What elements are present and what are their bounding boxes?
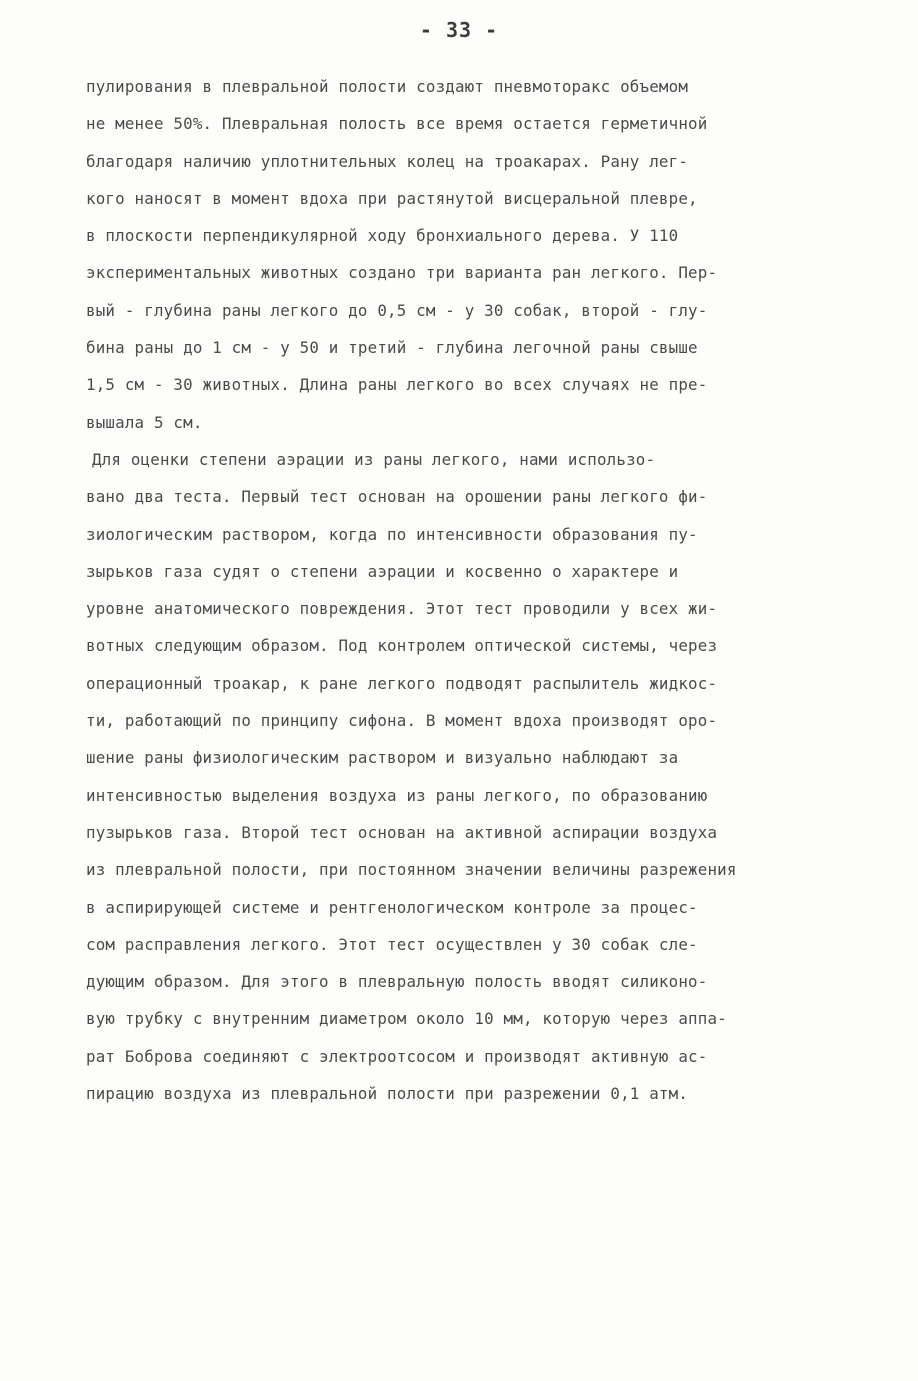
text-line: в аспирирующей системе и рентгенологическом контроле за процес- bbox=[86, 897, 698, 917]
text-line: шение раны физиологическим раствором и визуально наблюдают за bbox=[86, 748, 679, 768]
text-line: 1,5 см - 30 животных. Длина раны легкого во всех случаях не пре- bbox=[86, 375, 708, 395]
text-line: из плевральной полости, при постоянном значении величины разрежения bbox=[86, 860, 737, 880]
text-line: зиологическим раствором, когда по интенсивности образования пу- bbox=[86, 524, 698, 544]
paragraph-first-line: Для оценки степени аэрации из раны легкого, нами использо- bbox=[92, 449, 656, 469]
text-line: рат Боброва соединяют с электроотсосом и производят активную ас- bbox=[86, 1046, 708, 1066]
text-line: операционный троакар, к ране легкого подводят распылитель жидкос- bbox=[86, 673, 718, 693]
text-line: вышала 5 см. bbox=[86, 412, 203, 432]
page-number: - 33 - bbox=[419, 18, 499, 42]
text-line: дующим образом. Для этого в плевральную полость вводят силиконо- bbox=[86, 972, 708, 992]
text-line: вано два теста. Первый тест основан на орошении раны легкого фи- bbox=[86, 487, 708, 507]
text-line: пузырьков газа. Второй тест основан на активной аспирации воздуха bbox=[86, 822, 718, 842]
text-line: интенсивностью выделения воздуха из раны легкого, по образованию bbox=[86, 785, 708, 805]
text-line: экспериментальных животных создано три варианта ран легкого. Пер- bbox=[86, 263, 718, 283]
text-line: в плоскости перпендикулярной ходу бронхиального дерева. У 110 bbox=[86, 226, 679, 246]
text-line: сом расправления легкого. Этот тест осуществлен у 30 собак сле- bbox=[86, 934, 698, 954]
text-line: вый - глубина раны легкого до 0,5 см - у 30 собак, второй - глу- bbox=[86, 300, 708, 320]
text-line: зырьков газа судят о степени аэрации и косвенно о характере и bbox=[86, 561, 679, 581]
text-line: вую трубку с внутренним диаметром около 10 мм, которую через аппа- bbox=[86, 1009, 727, 1029]
text-line: уровне анатомического повреждения. Этот тест проводили у всех жи- bbox=[86, 599, 718, 619]
text-line: пирацию воздуха из плевральной полости при разрежении 0,1 атм. bbox=[86, 1084, 689, 1104]
text-line: бина раны до 1 см - у 50 и третий - глубина легочной раны свыше bbox=[86, 338, 698, 358]
text-line: пулирования в плевральной полости создают пневмоторакс объемом bbox=[86, 77, 689, 96]
body-text bbox=[86, 68, 876, 1112]
text-line: не менее 50%. Плевральная полость все время остается герметичной bbox=[86, 114, 708, 134]
text-line: благодаря наличию уплотнительных колец на троакарах. Рану лег- bbox=[86, 151, 689, 171]
text-line: кого наносят в момент вдоха при растянутой висцеральной плевре, bbox=[86, 188, 698, 208]
text-line: ти, работающий по принципу сифона. В момент вдоха производят оро- bbox=[86, 711, 718, 731]
text-line: вотных следующим образом. Под контролем оптической системы, через bbox=[86, 636, 718, 656]
